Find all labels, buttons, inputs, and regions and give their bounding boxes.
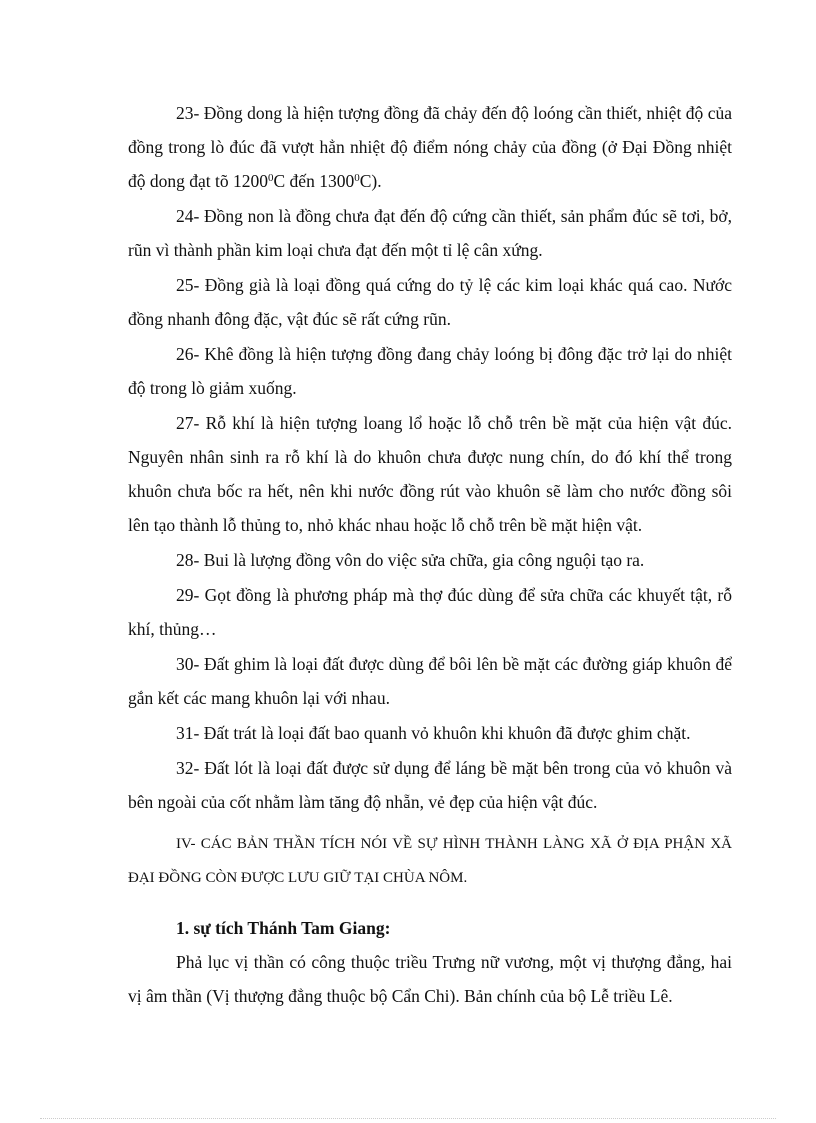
paragraph-26: 26- Khê đồng là hiện tượng đồng đang chảy loóng bị đông đặc trở lại do nhiệt độ trong lò giảm xuống. (128, 344, 732, 398)
paragraph-28: 28- Bui là lượng đồng vôn do việc sửa chữa, gia công nguội tạo ra. (176, 550, 645, 570)
final-paragraph: Phả lục vị thần có công thuộc triều Trưng nữ vương, một vị thượng đẳng, hai vị âm thần (Vị thượng đẳng thuộc bộ Cẩn Chi). Bản chính của bộ Lễ triều Lê. (128, 952, 732, 1006)
degree-superscript: 0 (268, 172, 274, 184)
subsection-heading: 1. sự tích Thánh Tam Giang: (176, 918, 391, 938)
paragraph-30: 30- Đất ghim là loại đất được dùng để bôi lên bề mặt các đường giáp khuôn để gắn kết các mang khuôn lại với nhau. (128, 654, 732, 708)
paragraph-27: 27- Rỗ khí là hiện tượng loang lổ hoặc lỗ chỗ trên bề mặt của hiện vật đúc. Nguyên nhân sinh ra rỗ khí là do khuôn chưa được nung chín, do đó khí thể trong khuôn chưa bốc ra hết, nên khi nước đồng rút vào khuôn sẽ làm cho nước đồng sôi lên tạo thành lỗ thủng to, nhỏ khác nhau hoặc lỗ chỗ trên bề mặt hiện vật. (128, 413, 732, 535)
section-heading: IV- CÁC BẢN THẦN TÍCH NÓI VỀ SỰ HÌNH THÀNH LÀNG XÃ Ở ĐỊA PHẬN XÃ ĐẠI ĐỒNG CÒN ĐƯỢC LƯU GIỮ TẠI CHÙA NÔM. (128, 836, 732, 886)
paragraph-31: 31- Đất trát là loại đất bao quanh vỏ khuôn khi khuôn đã được ghim chặt. (176, 723, 691, 743)
paragraph-23-text: 23- Đồng dong là hiện tượng đồng đã chảy đến độ loóng cần thiết, nhiệt độ của đồng trong lò đúc đã vượt hẳn nhiệt độ điểm nóng chảy của đồng (ở Đại Đồng nhiệt độ dong đạt tõ 1200 (128, 103, 732, 191)
paragraph-23 (128, 96, 732, 198)
paragraph-25: 25- Đồng già là loại đồng quá cứng do tỷ lệ các kim loại khác quá cao. Nước đồng nhanh đông đặc, vật đúc sẽ rất cứng rũn. (128, 275, 732, 329)
paragraph-32: 32- Đất lót là loại đất được sử dụng để láng bề mặt bên trong của vỏ khuôn và bên ngoài của cốt nhằm làm tăng độ nhẵn, vẻ đẹp của hiện vật đúc. (128, 758, 732, 812)
paragraph-23-text-end: C). (359, 171, 382, 191)
document-page (128, 96, 732, 1013)
degree-superscript: 0 (354, 172, 360, 184)
paragraph-23-text-mid: C đến 1300 (273, 171, 355, 191)
page-footer-divider (40, 1118, 776, 1119)
paragraph-29: 29- Gọt đồng là phương pháp mà thợ đúc dùng để sửa chữa các khuyết tật, rỗ khí, thủng… (128, 585, 732, 639)
paragraph-24: 24- Đồng non là đồng chưa đạt đến độ cứng cần thiết, sản phẩm đúc sẽ tơi, bở, rũn vì thành phần kim loại chưa đạt đến một tỉ lệ cân xứng. (128, 206, 732, 260)
